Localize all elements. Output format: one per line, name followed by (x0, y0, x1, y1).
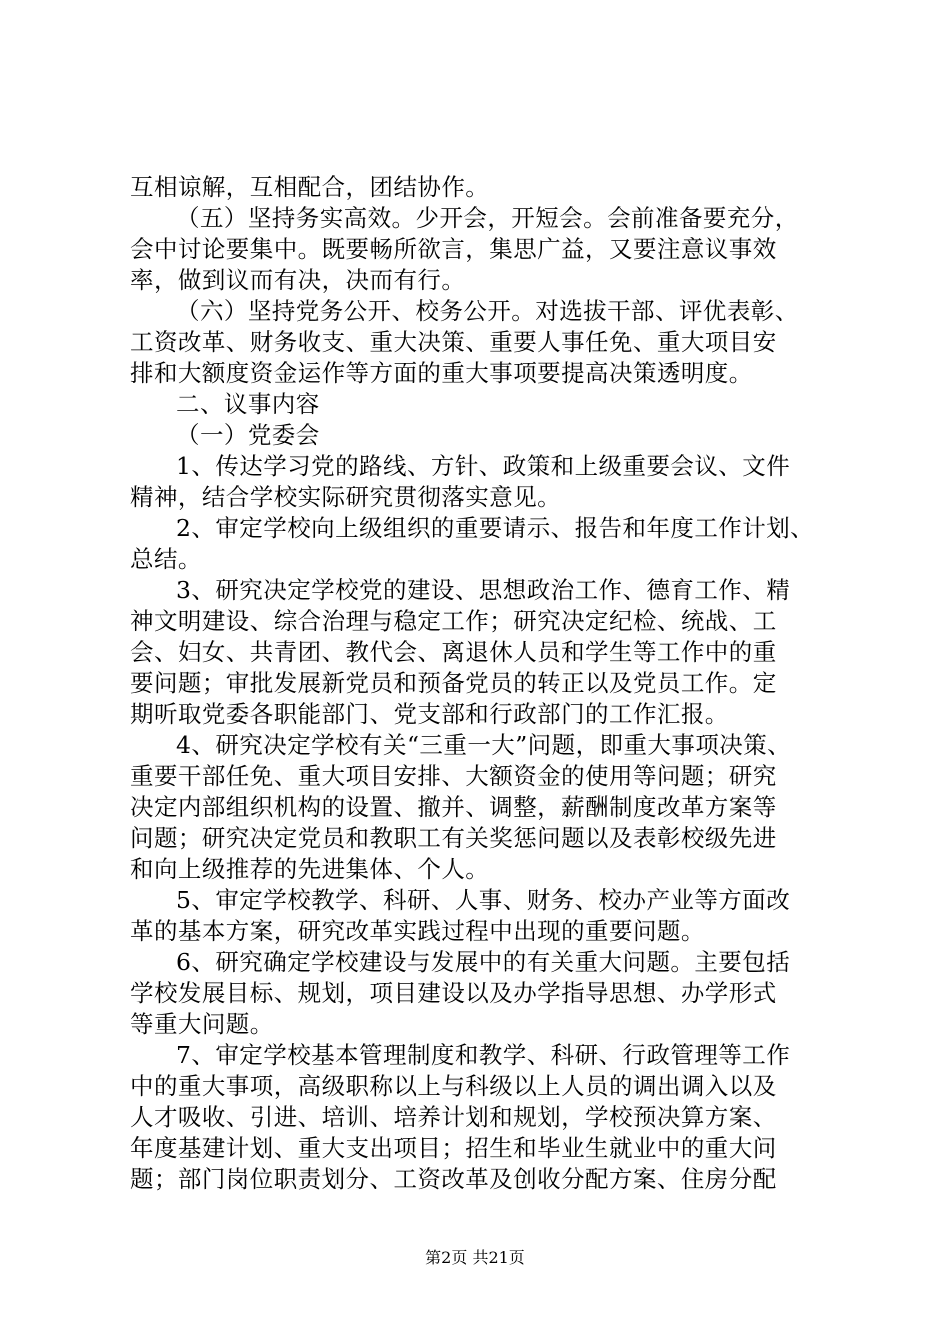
text-line: 会、妇女、共青团、教代会、离退休人员和学生等工作中的重 (130, 638, 777, 666)
text-line: 5、审定学校教学、科研、人事、财务、校办产业等方面改 (176, 886, 791, 914)
subsection-heading: （一）党委会 (176, 421, 320, 449)
text-line: 期听取党委各职能部门、党支部和行政部门的工作汇报。 (130, 700, 729, 728)
text-line: 总结。 (130, 545, 202, 573)
text-line: 互相谅解，互相配合，团结协作。 (130, 173, 490, 201)
text-line: 2、审定学校向上级组织的重要请示、报告和年度工作计划、 (176, 514, 815, 542)
text-line: 革的基本方案，研究改革实践过程中出现的重要问题。 (130, 917, 705, 945)
text-line: 工资改革、财务收支、重大决策、重要人事任免、重大项目安 (130, 328, 777, 356)
text-line: 7、审定学校基本管理制度和教学、科研、行政管理等工作 (176, 1041, 791, 1069)
text-line: 要问题；审批发展新党员和预备党员的转正以及党员工作。定 (130, 669, 777, 697)
text-line: 学校发展目标、规划，项目建设以及办学指导思想、办学形式 (130, 979, 777, 1007)
text-line: 重要干部任免、重大项目安排、大额资金的使用等问题；研究 (130, 762, 777, 790)
text-line: 率，做到议而有决，决而有行。 (130, 266, 466, 294)
text-line: 题；部门岗位职责划分、工资改革及创收分配方案、住房分配 (130, 1165, 777, 1193)
text-line: 会中讨论要集中。既要畅所欲言，集思广益，又要注意议事效 (130, 235, 777, 263)
text-line: 中的重大事项，高级职称以上与科级以上人员的调出调入以及 (130, 1072, 777, 1100)
text-line: 人才吸收、引进、培训、培养计划和规划，学校预决算方案、 (130, 1103, 777, 1131)
text-line: 问题；研究决定党员和教职工有关奖惩问题以及表彰校级先进 (130, 824, 777, 852)
text-line: 1、传达学习党的路线、方针、政策和上级重要会议、文件 (176, 452, 791, 480)
text-line: 和向上级推荐的先进集体、个人。 (130, 855, 490, 883)
text-line: 3、研究决定学校党的建设、思想政治工作、德育工作、精 (176, 576, 791, 604)
text-line: 4、研究决定学校有关“三重一大”问题，即重大事项决策、 (176, 731, 792, 759)
text-line: （六）坚持党务公开、校务公开。对选拔干部、评优表彰、 (176, 297, 799, 325)
text-line: （五）坚持务实高效。少开会，开短会。会前准备要充分， (176, 204, 799, 232)
text-line: 等重大问题。 (130, 1010, 274, 1038)
page-number-footer: 第2页 共21页 (425, 1248, 525, 1267)
text-line: 年度基建计划、重大支出项目；招生和毕业生就业中的重大问 (130, 1134, 777, 1162)
section-heading: 二、议事内容 (176, 390, 320, 418)
text-line: 6、研究确定学校建设与发展中的有关重大问题。主要包括 (176, 948, 791, 976)
text-line: 精神，结合学校实际研究贯彻落实意见。 (130, 483, 562, 511)
text-line: 神文明建设、综合治理与稳定工作；研究决定纪检、统战、工 (130, 607, 777, 635)
document-body (130, 172, 830, 1195)
text-line: 决定内部组织机构的设置、撤并、调整，薪酬制度改革方案等 (130, 793, 777, 821)
text-line: 排和大额度资金运作等方面的重大事项要提高决策透明度。 (130, 359, 753, 387)
